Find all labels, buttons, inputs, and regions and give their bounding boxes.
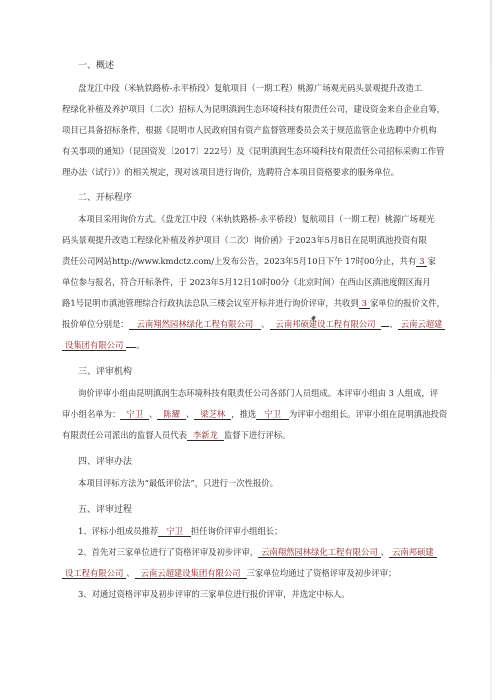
bidder-3-part-2: 设集团有限公司 bbox=[62, 340, 126, 351]
committee-line-3: 有限责任公司派出的监督人员代表 李新龙 监督下进行评标。 bbox=[62, 430, 291, 440]
overview-line-1: 盘龙江中段（米轨铁路桥-永平桥段）复航项目（一期工程）桃源广场观光码头景观提升改造工 bbox=[78, 83, 423, 93]
registrant-count: 3 bbox=[416, 256, 427, 267]
supervisor-name: 李新龙 bbox=[187, 430, 224, 441]
overview-line-5: 理办法（试行）》的相关规定，现对该项目进行询价，选聘符合本项目资格要求的服务单位。 bbox=[62, 167, 400, 177]
committee-leader: 宁卫 bbox=[256, 409, 289, 420]
member-3: 梁芝林 bbox=[194, 409, 231, 420]
bid-count: 3 bbox=[359, 298, 370, 309]
process-item-1: 1、评标小组成员推荐 宁卫 担任询价评审小组组长； bbox=[78, 526, 283, 536]
member-2: 陈耀 bbox=[157, 409, 186, 420]
procedure-line-2: 码头景观提升改造工程绿化补植及养护项目（二次）询价函》于2023年5月8日在昆明滇池投资有限 bbox=[62, 235, 427, 245]
scan-edge bbox=[490, 0, 492, 700]
bidder-3-part-1: 云南云超建 bbox=[398, 319, 446, 330]
member-1: 宁卫 bbox=[120, 409, 149, 420]
process-item-3: 3、对通过资格评审及初步评审的三家单位进行报价评审，并选定中标人。 bbox=[78, 589, 350, 599]
procedure-line-7: 设集团有限公司 。 bbox=[62, 339, 145, 351]
qualified-bidder-3: 云南云超建设集团有限公司 bbox=[135, 568, 247, 579]
process-item-2-line-1: 2、首先对三家单位进行了资格评审及初步评审， 云南翔然园林绿化工程有限公司 、 云南邦硕建 bbox=[78, 546, 437, 558]
committee-line-1: 询价评审小组由昆明滇润生态环境科技有限责任公司各部门人员组成。本评审小组由 3 人组成，评 bbox=[78, 388, 439, 398]
section-procedure-title: 二、开标程序 bbox=[78, 193, 133, 203]
section-process-title: 五、评审过程 bbox=[78, 505, 133, 515]
committee-line-2: 审小组名单为： 宁卫 、 陈耀 、 梁芝林 ，推选 宁卫 为评审小组组长。评审小组在昆明滇池投资 bbox=[62, 409, 448, 419]
process-leader: 宁卫 bbox=[158, 526, 191, 537]
procedure-line-4: 单位参与报名，符合开标条件，于 2023年5月12日10时00分（北京时间）在西山区滇池度假区海月 bbox=[62, 277, 431, 287]
section-overview-title: 一、概述 bbox=[78, 61, 115, 71]
method-line-1: 本项目评标方法为“最低评价法”，只进行一次性报价。 bbox=[78, 478, 278, 488]
procedure-line-6: 报价单位分别是： 云南翔然园林绿化工程有限公司 、 云南邦硕建设工程有限公司 、 云南云超建 bbox=[62, 318, 445, 330]
overview-line-3: 项目已具备招标条件，根据《昆明市人民政府国有资产监督管理委员会关于规范监管企业选聘中介机构 bbox=[62, 125, 437, 135]
overview-line-2: 程绿化补植及养护项目（二次）招标人为昆明滇润生态环境科技有限责任公司，建设资金来自企业自筹， bbox=[62, 104, 445, 114]
section-committee-title: 三、评审机构 bbox=[78, 367, 133, 377]
qualified-bidder-1: 云南翔然园林绿化工程有限公司 bbox=[258, 547, 381, 558]
bidder-2: 云南邦硕建设工程有限公司 bbox=[270, 319, 382, 330]
procedure-line-3: 责任公司网站http://www.kmdctz.com/上发布公告，2023年5月10日下午 17时00分止，共有 3 家 bbox=[62, 256, 436, 266]
section-method-title: 四、评审办法 bbox=[78, 457, 133, 467]
overview-line-4: 有关事项的通知》（昆国资发〔2017〕222号）及《昆明滇润生态环境科技有限责任公司招标采购工作管 bbox=[62, 146, 445, 156]
bidder-1: 云南翔然园林绿化工程有限公司 bbox=[129, 319, 262, 330]
qualified-bidder-2-part-1: 云南邦硕建 bbox=[389, 547, 437, 558]
process-item-2-line-2: 设工程有限公司 、 云南云超建设集团有限公司 三家单位均通过了资格评审及初步评审； bbox=[62, 567, 396, 579]
qualified-bidder-2-part-2: 设工程有限公司 bbox=[62, 568, 126, 579]
procedure-line-5: 路1号昆明市滇池管理综合行政执法总队三楼会议室开标并进行询价评审，共收到 3 家单位的报价文件， bbox=[62, 298, 445, 308]
procedure-line-1: 本项目采用询价方式。《盘龙江中段（米轨铁路桥-永平桥段）复航项目（一期工程）桃源广场观光 bbox=[78, 214, 435, 224]
